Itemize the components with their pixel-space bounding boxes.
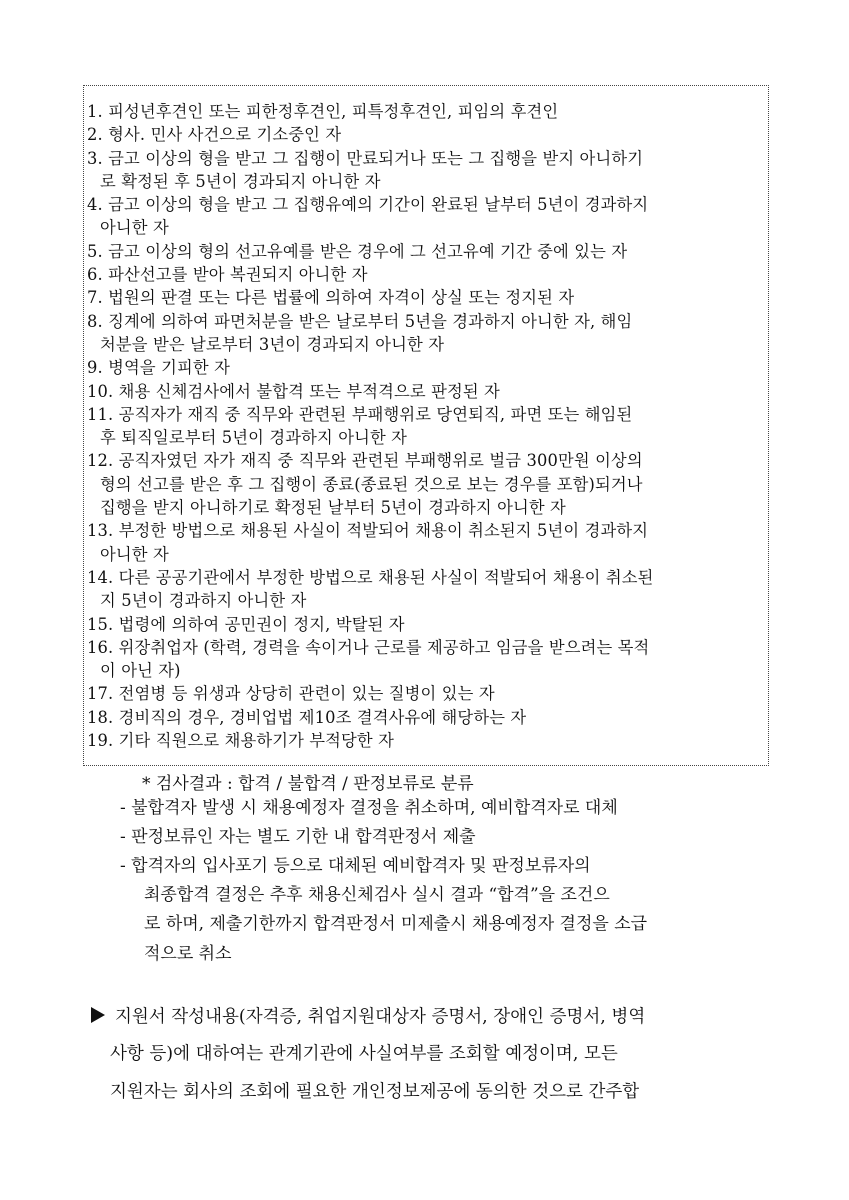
item-text-continuation: 이 아닌 자) bbox=[100, 661, 181, 681]
disqualification-list bbox=[87, 100, 768, 752]
item-text: 12. 공직자였던 자가 재직 중 직무와 관련된 부패행위로 벌금 300만원 이상의 bbox=[87, 451, 643, 471]
disqualification-item bbox=[87, 123, 768, 146]
item-text-continuation: 아니한 자 bbox=[100, 544, 169, 564]
item-text-continuation: 집행을 받지 아니하기로 확정된 날부터 5년이 경과하지 아니한 자 bbox=[100, 498, 566, 518]
disqualification-item bbox=[87, 240, 768, 263]
disqualification-item bbox=[87, 100, 768, 123]
triangle-bullet-icon bbox=[91, 1007, 105, 1023]
item-text: 13. 부정한 방법으로 채용된 사실이 적발되어 채용이 취소된지 5년이 경과하지 bbox=[87, 521, 649, 541]
item-text: 18. 경비직의 경우, 경비업법 제10조 결격사유에 해당하는 자 bbox=[87, 707, 527, 727]
disqualification-item bbox=[87, 566, 768, 613]
paragraph-text: 지원서 작성내용(자격증, 취업지원대상자 증명서, 장애인 증명서, 병역 bbox=[115, 1007, 646, 1027]
item-text: 17. 전염병 등 위생과 상당히 관련이 있는 질병이 있는 자 bbox=[87, 684, 495, 704]
item-text-continuation: 아니한 자 bbox=[100, 218, 169, 238]
item-text: 11. 공직자가 재직 중 직무와 관련된 부패행위로 당연퇴직, 파면 또는 해임된 bbox=[87, 404, 633, 424]
paragraph-line bbox=[91, 1002, 645, 1032]
result-classification-note: * 검사결과 : 합격 / 불합격 / 판정보류로 분류 bbox=[142, 774, 474, 794]
item-text-continuation: 처분을 받은 날로부터 3년이 경과되지 아니한 자 bbox=[100, 334, 445, 354]
note-pending: - 판정보류인 자는 별도 기한 내 합격판정서 제출 bbox=[120, 827, 476, 847]
item-text: 19. 기타 직원으로 채용하기가 부적당한 자 bbox=[87, 731, 395, 751]
item-text-continuation: 지 5년이 경과하지 아니한 자 bbox=[100, 591, 307, 611]
item-text: 8. 징계에 의하여 파면처분을 받은 날로부터 5년을 경과하지 아니한 자, 해임 bbox=[87, 311, 633, 331]
disqualification-item bbox=[87, 449, 768, 519]
item-text-continuation: 로 확정된 후 5년이 경과되지 아니한 자 bbox=[100, 171, 381, 191]
disqualification-item bbox=[87, 147, 768, 194]
item-text: 1. 피성년후견인 또는 피한정후견인, 피특정후견인, 피임의 후견인 bbox=[87, 102, 559, 121]
note-substitute-cont: 최종합격 결정은 추후 채용신체검사 실시 결과 “합격”을 조건으 bbox=[144, 885, 610, 905]
note-substitute: - 합격자의 입사포기 등으로 대체된 예비합격자 및 판정보류자의 bbox=[120, 856, 591, 876]
item-text: 5. 금고 이상의 형의 선고유예를 받은 경우에 그 선고유예 기간 중에 있는 자 bbox=[87, 241, 628, 261]
item-text: 2. 형사. 민사 사건으로 기소중인 자 bbox=[87, 125, 342, 145]
item-text: 9. 병역을 기피한 자 bbox=[87, 358, 230, 378]
note-fail: - 불합격자 발생 시 채용예정자 결정을 취소하며, 예비합격자로 대체 bbox=[120, 798, 618, 818]
disqualification-box bbox=[83, 85, 769, 766]
item-text: 6. 파산선고를 받아 복권되지 아니한 자 bbox=[87, 265, 368, 285]
disqualification-item bbox=[87, 519, 768, 566]
disqualification-item bbox=[87, 193, 768, 240]
item-text: 4. 금고 이상의 형을 받고 그 집행유예의 기간이 완료된 날부터 5년이 경과하지 bbox=[87, 195, 649, 215]
disqualification-item bbox=[87, 286, 768, 309]
item-text: 16. 위장취업자 (학력, 경력을 속이거나 근로를 제공하고 임금을 받으려는 목적 bbox=[87, 637, 650, 657]
paragraph-line: 지원자는 회사의 조회에 필요한 개인정보제공에 동의한 것으로 간주합 bbox=[110, 1082, 640, 1102]
disqualification-item bbox=[87, 636, 768, 683]
note-substitute-cont: 적으로 취소 bbox=[144, 944, 232, 964]
disqualification-item bbox=[87, 310, 768, 357]
disqualification-item bbox=[87, 263, 768, 286]
disqualification-item bbox=[87, 729, 768, 752]
disqualification-item bbox=[87, 682, 768, 705]
item-text-continuation: 후 퇴직일로부터 5년이 경과하지 아니한 자 bbox=[100, 428, 408, 448]
note-substitute-cont: 로 하며, 제출기한까지 합격판정서 미제출시 채용예정자 결정을 소급 bbox=[144, 914, 648, 934]
disqualification-item bbox=[87, 380, 768, 403]
disqualification-item bbox=[87, 706, 768, 729]
item-text: 7. 법원의 판결 또는 다른 법률에 의하여 자격이 상실 또는 정지된 자 bbox=[87, 288, 575, 308]
disqualification-item bbox=[87, 613, 768, 636]
paragraph-line: 사항 등)에 대하여는 관계기관에 사실여부를 조회할 예정이며, 모든 bbox=[110, 1044, 618, 1064]
disqualification-item bbox=[87, 403, 768, 450]
item-text: 10. 채용 신체검사에서 불합격 또는 부적격으로 판정된 자 bbox=[87, 381, 500, 401]
item-text: 14. 다른 공공기관에서 부정한 방법으로 채용된 사실이 적발되어 채용이 취소된 bbox=[87, 567, 654, 587]
item-text: 3. 금고 이상의 형을 받고 그 집행이 만료되거나 또는 그 집행을 받지 아니하기 bbox=[87, 148, 644, 168]
item-text: 15. 법령에 의하여 공민권이 정지, 박탈된 자 bbox=[87, 614, 405, 634]
item-text-continuation: 형의 선고를 받은 후 그 집행이 종료(종료된 것으로 보는 경우를 포함)되거나 bbox=[100, 474, 643, 494]
disqualification-item bbox=[87, 356, 768, 379]
